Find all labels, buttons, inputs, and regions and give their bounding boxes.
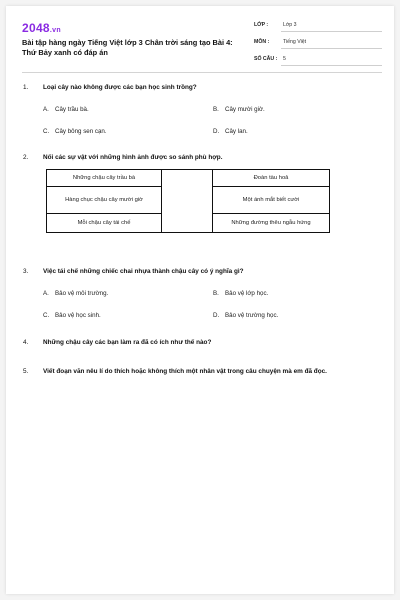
question-text: Việc tái chế những chiếc chai nhựa thành chậu cây có ý nghĩa gì? <box>43 268 244 275</box>
question-text: Những chậu cây các bạn làm ra đã có ích như thế nào? <box>43 339 212 346</box>
header-divider <box>22 72 382 73</box>
match-gap <box>162 170 213 233</box>
meta-value-subject: Tiếng Việt <box>281 39 382 49</box>
matching-table <box>46 169 330 233</box>
worksheet-title: Bài tập hàng ngày Tiếng Việt lớp 3 Chân trời sáng tạo Bài 4: Thứ Bảy xanh có đáp án <box>22 38 233 57</box>
meta-row-count <box>254 56 382 69</box>
meta-label-subject: MÔN : <box>254 39 270 45</box>
question-text: Viết đoạn văn nêu lí do thích hoặc không thích một nhân vật trong câu chuyện mà em đã đọc. <box>43 368 327 375</box>
q1-option-a[interactable]: A. Cây trầu bà. <box>43 106 89 113</box>
question-number: 1. <box>23 84 29 91</box>
match-right-item[interactable]: Đoàn tàu hoả <box>213 170 330 187</box>
worksheet-header <box>22 18 382 66</box>
question-text: Nối các sự vật với những hình ảnh được so sánh phù hợp. <box>43 154 223 161</box>
site-logo[interactable] <box>22 21 61 35</box>
match-right-item[interactable]: Những đường thêu ngẫu hứng <box>213 214 330 233</box>
meta-info <box>254 22 382 73</box>
meta-label-grade: LỚP : <box>254 22 269 28</box>
meta-value-count: 5 <box>281 56 382 66</box>
q3-option-d[interactable]: D. Bảo vệ trường học. <box>213 312 279 319</box>
meta-value-grade: Lớp 3 <box>281 22 382 32</box>
question-text: Loại cây nào không được các bạn học sinh trồng? <box>43 84 197 91</box>
q1-option-c[interactable]: C. Cây bông sen cạn. <box>43 128 107 135</box>
logo-number: 2048 <box>22 21 50 35</box>
question-number: 5. <box>23 368 29 375</box>
meta-row-subject <box>254 39 382 52</box>
match-left-item[interactable]: Hàng chục chậu cây mười giờ <box>47 187 162 214</box>
worksheet-page <box>6 6 394 594</box>
match-right-item[interactable]: Một ánh mắt biết cười <box>213 187 330 214</box>
question-number: 4. <box>23 339 29 346</box>
question-number: 2. <box>23 154 29 161</box>
match-left-item[interactable]: Những chậu cây trầu bà <box>47 170 162 187</box>
meta-label-count: SỐ CÂU : <box>254 56 278 62</box>
q1-option-d[interactable]: D. Cây lan. <box>213 128 248 135</box>
q3-option-a[interactable]: A. Bảo vệ môi trường. <box>43 290 109 297</box>
question-number: 3. <box>23 268 29 275</box>
logo-suffix: .vn <box>49 27 61 34</box>
q1-option-b[interactable]: B. Cây mười giờ. <box>213 106 265 113</box>
q3-option-c[interactable]: C. Bảo vệ học sinh. <box>43 312 101 319</box>
match-left-item[interactable]: Mỗi chậu cây tái chế <box>47 214 162 233</box>
q3-option-b[interactable]: B. Bảo vệ lớp học. <box>213 290 269 297</box>
meta-row-grade <box>254 22 382 35</box>
